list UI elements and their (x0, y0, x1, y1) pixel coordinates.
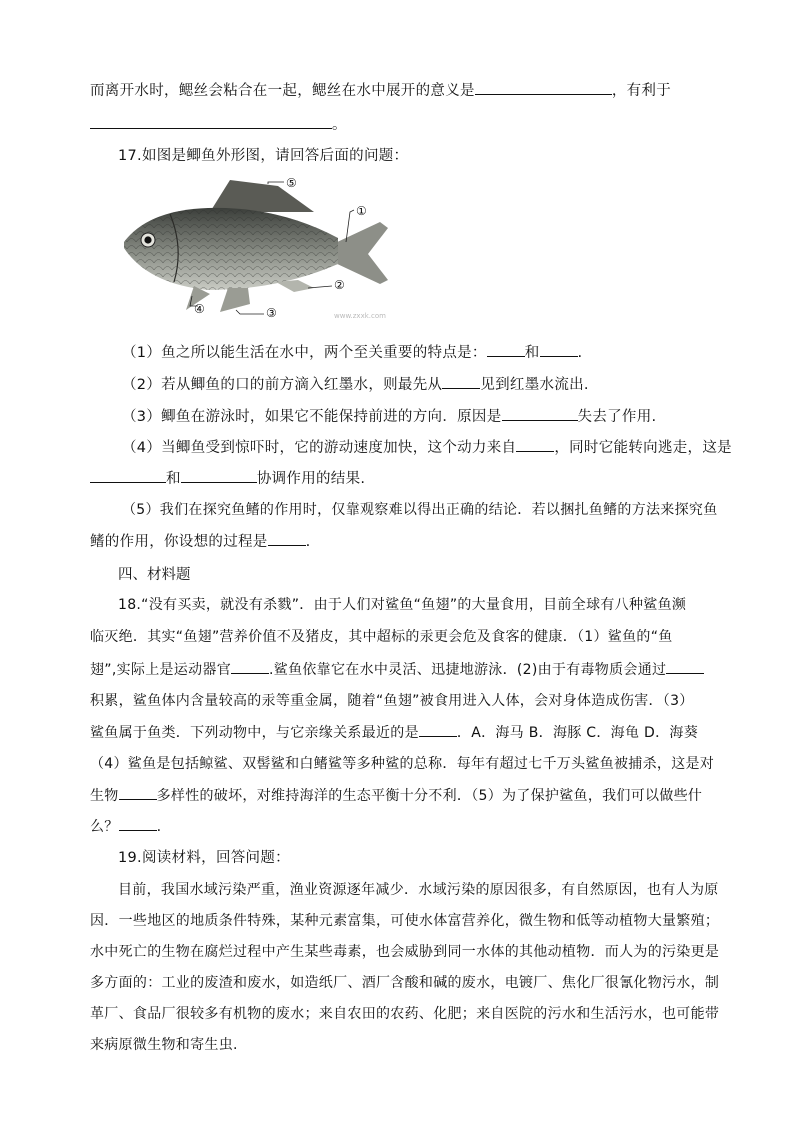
answer-blank[interactable] (119, 785, 157, 800)
text: 而离开水时，鳃丝会粘合在一起，鳃丝在水中展开的意义是 (90, 83, 475, 99)
text: 协调作用的结果. (256, 471, 366, 487)
text-line (90, 816, 702, 837)
text-line: （5）我们在探究鱼鳍的作用时，仅靠观察难以得出正确的结论．若以捆扎鱼鳍的方法来探究鱼 (122, 502, 718, 518)
text-line: 水中死亡的生物在腐烂过程中产生某些毒素，也会威胁到同一水体的其他动植物．而人为的污染更是 (90, 944, 720, 960)
text-line: 来病原微生物和寄生虫. (90, 1037, 238, 1053)
crucian-carp-figure (118, 172, 408, 322)
text: . (305, 534, 311, 550)
text-line (90, 722, 702, 743)
text: 见到红墨水流出. (480, 377, 589, 393)
text: 翅”,实际上是运动器官 (90, 662, 232, 678)
text-line: 积累，鲨鱼体内含量较高的汞等重金属，随着“鱼翅”被食用进入人体，会对身体造成伤害．（3） (90, 693, 694, 709)
text-line (122, 437, 734, 458)
text-line: 革厂、食品厂很较多有机物的废水；来自农田的农药、化肥；来自医院的污水和生活污水，也可能带 (90, 1006, 720, 1022)
text: 和 (166, 471, 181, 487)
text: 么？ (90, 819, 119, 835)
answer-blank[interactable] (231, 659, 269, 674)
label-4: ④ (194, 302, 205, 316)
answer-blank[interactable] (442, 374, 480, 389)
answer-blank[interactable] (475, 80, 612, 95)
answer-blank[interactable] (487, 342, 525, 357)
label-3: ③ (266, 306, 277, 320)
text-line (90, 531, 702, 552)
text: （3）鲫鱼在游泳时，如果它不能保持前进的方向．原因是 (122, 409, 502, 425)
text: 。 (332, 117, 347, 133)
anal-fin (220, 288, 250, 312)
answer-blank[interactable] (119, 816, 157, 831)
text-line (122, 406, 734, 427)
text-line (90, 785, 702, 806)
text: 生物 (90, 788, 119, 804)
text: 失去了作用. (577, 409, 657, 425)
text-line (122, 342, 734, 363)
text: ，同时它能转向逃走，这是 (554, 440, 732, 456)
question-19-title: 19.阅读材料，回答问题： (118, 850, 290, 866)
answer-blank[interactable] (666, 659, 704, 674)
answer-blank[interactable] (181, 468, 257, 483)
label-5: ⑤ (286, 176, 297, 190)
answer-blank[interactable] (90, 468, 166, 483)
text: 鲨鱼属于鱼类．下列动物中，与它亲缘关系最近的是 (90, 725, 419, 741)
watermark: www.zxxk.com (334, 312, 386, 320)
text: 多样性的破坏，对维持海洋的生态平衡十分不利．（5）为了保护鲨鱼，我们可以做些什 (156, 788, 703, 804)
text-line: 18.“没有买卖，就没有杀戮”．由于人们对鲨鱼“鱼翅”的大量食用，目前全球有八种鲨鱼濒 (118, 597, 687, 613)
label-1: ① (356, 204, 367, 218)
text-line (90, 659, 702, 680)
text: ，有利于 (611, 83, 672, 99)
text-line: 目前，我国水域污染严重，渔业资源逐年减少．水域污染的原因很多，有自然原因，也有人为原 (118, 882, 719, 898)
text-line: （4）鲨鱼是包括鲸鲨、双髻鲨和白鳍鲨等多种鲨的总称．每年有超过七千万头鲨鱼被捕杀，这是对 (90, 756, 715, 772)
answer-blank[interactable] (502, 406, 578, 421)
text-line (90, 114, 702, 135)
text: . (577, 345, 583, 361)
text: （1）鱼之所以能生活在水中，两个至关重要的特点是： (122, 345, 487, 361)
answer-blank[interactable] (268, 531, 306, 546)
fish-illustration (118, 172, 408, 322)
text: .鲨鱼依靠它在水中灵活、迅捷地游泳．(2)由于有毒物质会通过 (269, 662, 667, 678)
text-line: 多方面的：工业的废渣和废水，如造纸厂、酒厂含酸和碱的废水，电镀厂、焦化厂很氰化物污水，制 (90, 975, 720, 991)
text-line: 临灭绝．其实“鱼翅”营养价值不及猪皮，其中超标的汞更会危及食客的健康．（1）鲨鱼的“鱼 (90, 629, 673, 645)
caudal-fin (333, 222, 388, 284)
text-line (90, 80, 702, 101)
answer-blank[interactable] (540, 342, 578, 357)
text: ．A．海马 B．海豚 C．海龟 D．海葵 (456, 725, 698, 741)
answer-blank[interactable] (419, 722, 457, 737)
text-line: 因．一些地区的地质条件特殊，某种元素富集，可使水体富营养化，微生物和低等动植物大量繁殖； (90, 913, 720, 929)
label-2: ② (334, 278, 345, 292)
dorsal-fin (210, 180, 314, 212)
question-17-title: 17.如图是鲫鱼外形图，请回答后面的问题： (118, 148, 409, 164)
section-heading: 四、材料题 (118, 567, 191, 583)
text: 鳍的作用，你设想的过程是 (90, 534, 268, 550)
text-line (90, 468, 702, 489)
pectoral-fin (276, 280, 314, 292)
text: （2）若从鲫鱼的口的前方滴入红墨水，则最先从 (122, 377, 443, 393)
text-line (122, 374, 734, 395)
text: 和 (524, 345, 540, 361)
text: . (156, 819, 162, 835)
answer-blank[interactable] (516, 437, 554, 452)
text: （4）当鲫鱼受到惊吓时，它的游动速度加快，这个动力来自 (122, 440, 517, 456)
answer-blank[interactable] (90, 114, 332, 129)
